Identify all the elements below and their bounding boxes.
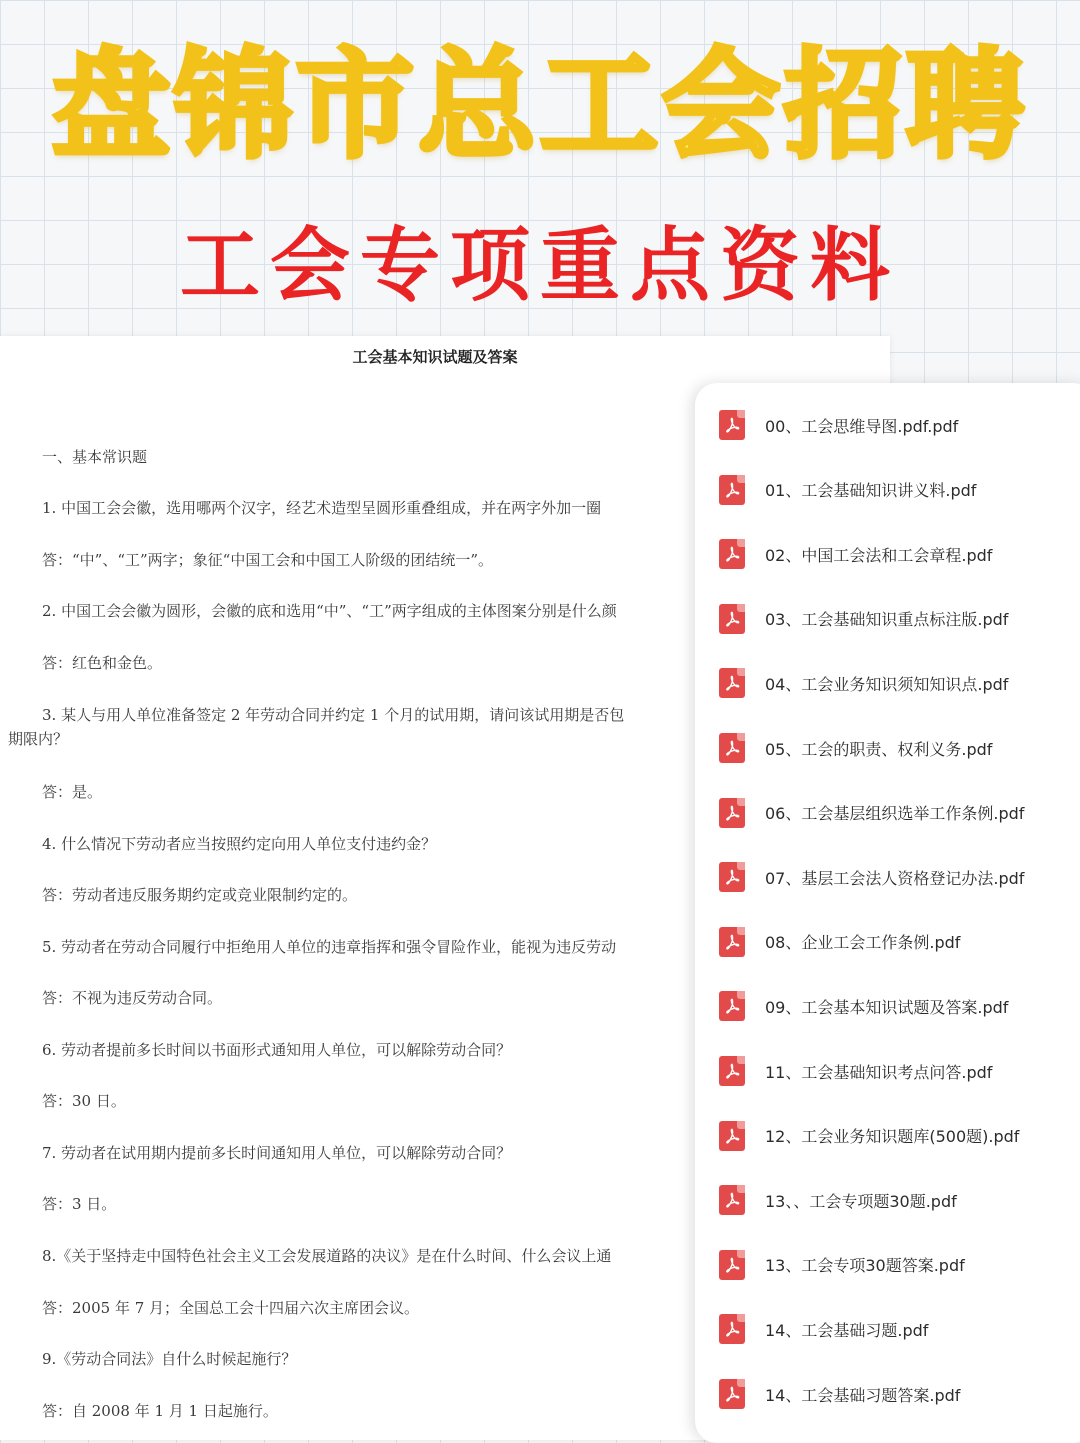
doc-line: 答：劳动者违反服务期约定或竞业限制约定的。 bbox=[42, 886, 358, 904]
file-item[interactable] bbox=[695, 462, 1080, 518]
doc-line: 2. 中国工会会徽为圆形，会徽的底和选用“中”、“工”两字组成的主体图案分别是什么颜 bbox=[42, 602, 617, 620]
file-item[interactable] bbox=[695, 1237, 1080, 1293]
doc-line: 答：3 日。 bbox=[42, 1195, 117, 1213]
file-item[interactable] bbox=[695, 849, 1080, 905]
doc-line: 6. 劳动者提前多长时间以书面形式通知用人单位，可以解除劳动合同？ bbox=[42, 1041, 512, 1059]
doc-line: 期限内？ bbox=[8, 730, 69, 748]
file-name: 14、工会基础习题答案.pdf bbox=[765, 1385, 961, 1405]
pdf-file-icon bbox=[719, 1379, 745, 1409]
pdf-file-icon bbox=[719, 1314, 745, 1344]
pdf-file-icon bbox=[719, 991, 745, 1021]
file-name: 05、工会的职责、权利义务.pdf bbox=[765, 739, 993, 759]
file-item[interactable] bbox=[695, 1043, 1080, 1099]
pdf-file-icon bbox=[719, 862, 745, 892]
file-item[interactable] bbox=[695, 720, 1080, 776]
doc-line: 答：不视为违反劳动合同。 bbox=[42, 989, 223, 1007]
pdf-file-icon bbox=[719, 1185, 745, 1215]
doc-line: 答：30 日。 bbox=[42, 1092, 126, 1110]
doc-line: 8.《关于坚持走中国特色社会主义工会发展道路的决议》是在什么时间、什么会议上通 bbox=[42, 1247, 612, 1265]
file-name: 14、工会基础习题.pdf bbox=[765, 1320, 929, 1340]
file-name: 01、工会基础知识讲义料.pdf bbox=[765, 481, 977, 501]
pdf-file-icon bbox=[719, 604, 745, 634]
doc-line: 答：红色和金色。 bbox=[42, 654, 163, 672]
pdf-file-icon bbox=[719, 668, 745, 698]
main-title: 盘锦市总工会招聘 bbox=[51, 36, 1028, 174]
file-item[interactable] bbox=[695, 1301, 1080, 1357]
file-name: 04、工会业务知识须知知识点.pdf bbox=[765, 674, 1009, 694]
file-name: 09、工会基本知识试题及答案.pdf bbox=[765, 997, 1009, 1017]
pdf-file-icon bbox=[719, 1121, 745, 1151]
file-name: 11、工会基础知识考点问答.pdf bbox=[765, 1062, 993, 1082]
doc-line: 1. 中国工会会徽，选用哪两个汉字，经艺术造型呈圆形重叠组成，并在两字外加一圈 bbox=[42, 499, 602, 517]
file-name: 06、工会基层组织选举工作条例.pdf bbox=[765, 804, 1025, 824]
doc-line: 4. 什么情况下劳动者应当按照约定向用人单位支付违约金？ bbox=[42, 835, 437, 853]
subtitle: 工会专项重点资料 bbox=[180, 218, 900, 312]
file-item[interactable] bbox=[695, 526, 1080, 582]
file-name: 00、工会思维导图.pdf.pdf bbox=[765, 416, 959, 436]
file-name: 03、工会基础知识重点标注版.pdf bbox=[765, 610, 1009, 630]
pdf-file-icon bbox=[719, 539, 745, 569]
file-item[interactable] bbox=[695, 785, 1080, 841]
file-item[interactable] bbox=[695, 914, 1080, 970]
file-item[interactable] bbox=[695, 397, 1080, 453]
file-item[interactable] bbox=[695, 1366, 1080, 1422]
file-item[interactable] bbox=[695, 591, 1080, 647]
file-name: 13、工会专项30题答案.pdf bbox=[765, 1256, 965, 1276]
pdf-file-icon bbox=[719, 1250, 745, 1280]
file-name: 08、企业工会工作条例.pdf bbox=[765, 933, 961, 953]
pdf-file-icon bbox=[719, 1056, 745, 1086]
file-item[interactable] bbox=[695, 655, 1080, 711]
file-list-panel bbox=[695, 383, 1080, 1443]
pdf-file-icon bbox=[719, 733, 745, 763]
pdf-file-icon bbox=[719, 475, 745, 505]
doc-line: 答：自 2008 年 1 月 1 日起施行。 bbox=[42, 1402, 278, 1420]
pdf-file-icon bbox=[719, 410, 745, 440]
file-item[interactable] bbox=[695, 1108, 1080, 1164]
doc-line: 5. 劳动者在劳动合同履行中拒绝用人单位的违章指挥和强令冒险作业，能视为违反劳动 bbox=[42, 938, 617, 956]
doc-line: 答：是。 bbox=[42, 783, 103, 801]
pdf-file-icon bbox=[719, 927, 745, 957]
file-name: 02、中国工会法和工会章程.pdf bbox=[765, 545, 993, 565]
file-name: 13、、工会专项题30题.pdf bbox=[765, 1191, 957, 1211]
file-name: 07、基层工会法人资格登记办法.pdf bbox=[765, 868, 1025, 888]
doc-line: 一、基本常识题 bbox=[42, 448, 148, 466]
pdf-file-icon bbox=[719, 798, 745, 828]
file-item[interactable] bbox=[695, 1172, 1080, 1228]
doc-line: 答：“中”、“工”两字；象征“中国工会和中国工人阶级的团结统一”。 bbox=[42, 551, 494, 569]
doc-line: 答：2005 年 7 月；全国总工会十四届六次主席团会议。 bbox=[42, 1299, 420, 1317]
file-item[interactable] bbox=[695, 978, 1080, 1034]
doc-line: 7. 劳动者在试用期内提前多长时间通知用人单位，可以解除劳动合同？ bbox=[42, 1144, 512, 1162]
doc-line: 3. 某人与用人单位准备签定 2 年劳动合同并约定 1 个月的试用期，请问该试用期是否包 bbox=[42, 706, 625, 724]
document-title: 工会基本知识试题及答案 bbox=[352, 348, 518, 366]
doc-line: 9.《劳动合同法》自什么时候起施行？ bbox=[42, 1350, 297, 1368]
file-name: 12、工会业务知识题库(500题).pdf bbox=[765, 1127, 1020, 1147]
